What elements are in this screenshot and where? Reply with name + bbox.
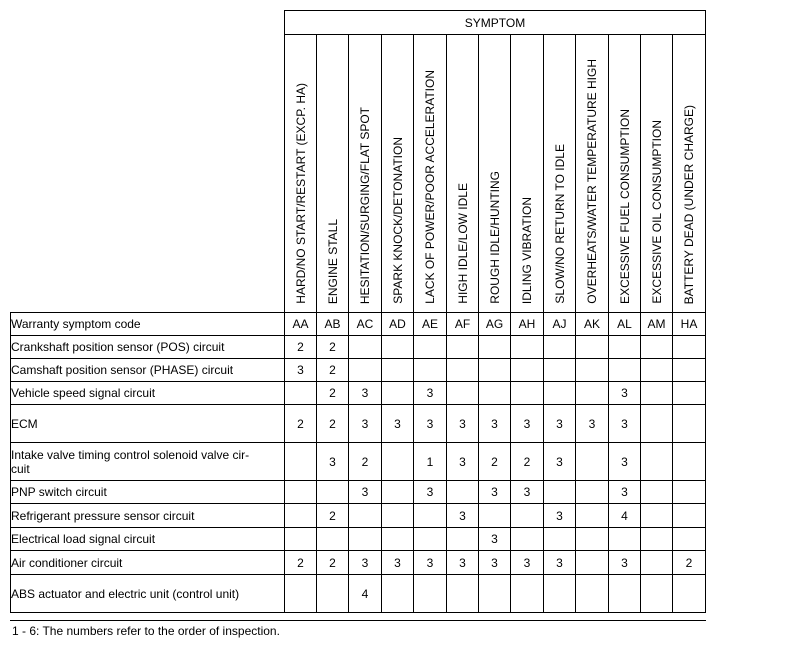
inspection-order-cell [673,575,706,613]
inspection-order-cell [544,359,576,382]
inspection-order-cell [382,443,414,481]
symptom-name: BATTERY DEAD (UNDER CHARGE) [682,104,696,304]
row-label: PNP switch circuit [11,481,285,504]
symptom-header-af [447,35,479,313]
symptom-name: HESITATION/SURGING/FLAT SPOT [358,106,372,304]
row-label: Camshaft position sensor (PHASE) circuit [11,359,285,382]
table-row [11,443,706,481]
warranty-code-ag: AG [479,313,511,336]
inspection-order-cell: 3 [479,481,511,504]
inspection-order-cell [641,382,673,405]
inspection-order-cell [673,443,706,481]
inspection-order-cell [382,575,414,613]
inspection-order-cell: 3 [544,443,576,481]
inspection-order-cell [544,575,576,613]
inspection-order-cell [382,382,414,405]
inspection-order-cell [544,382,576,405]
row-label: Crankshaft position sensor (POS) circuit [11,336,285,359]
inspection-order-cell [511,382,544,405]
inspection-order-cell [641,405,673,443]
inspection-order-cell: 3 [511,481,544,504]
inspection-order-cell: 3 [479,405,511,443]
inspection-order-cell [576,575,609,613]
symptom-header-aa [285,35,317,313]
inspection-order-cell: 2 [285,405,317,443]
inspection-order-cell: 3 [609,405,641,443]
inspection-order-cell [511,528,544,551]
footnote-divider [10,620,706,621]
inspection-order-cell [641,336,673,359]
inspection-order-cell [414,528,447,551]
inspection-order-cell [349,336,382,359]
symptom-name: EXCESSIVE FUEL CONSUMPTION [617,109,632,304]
symptom-name: ENGINE STALL [325,218,340,304]
inspection-order-cell: 3 [447,504,479,528]
symptom-name: HARD/NO START/RESTART (EXCP. HA) [293,83,308,304]
inspection-order-cell [447,336,479,359]
symptom-name: SLOW/NO RETURN TO IDLE [552,144,567,304]
inspection-order-cell: 3 [349,481,382,504]
inspection-order-cell [382,504,414,528]
inspection-order-cell [414,575,447,613]
inspection-order-cell [511,359,544,382]
inspection-order-cell [609,575,641,613]
inspection-order-cell [609,359,641,382]
inspection-order-cell: 3 [414,405,447,443]
inspection-order-cell [479,575,511,613]
warranty-code-ad: AD [382,313,414,336]
inspection-order-cell [349,504,382,528]
symptom-header-ac [349,35,382,313]
inspection-order-cell [285,504,317,528]
inspection-order-cell [511,575,544,613]
inspection-order-cell [544,336,576,359]
inspection-order-cell: 3 [349,382,382,405]
inspection-order-cell: 4 [609,504,641,528]
inspection-order-cell [414,359,447,382]
warranty-code-ha: HA [673,313,706,336]
inspection-order-cell [447,382,479,405]
inspection-order-cell [576,382,609,405]
warranty-code-am: AM [641,313,673,336]
table-row [11,382,706,405]
table-row [11,405,706,443]
warranty-code-label: Warranty symptom code [11,313,285,336]
inspection-order-cell [576,504,609,528]
inspection-order-cell: 2 [285,551,317,575]
symptom-header-ah [511,35,544,313]
inspection-order-cell [479,504,511,528]
inspection-order-cell: 3 [544,405,576,443]
inspection-order-cell [576,359,609,382]
inspection-order-cell [673,481,706,504]
inspection-order-cell [673,405,706,443]
row-label: Air conditioner circuit [11,551,285,575]
inspection-order-cell: 2 [317,336,349,359]
table-row [11,359,706,382]
inspection-order-cell: 2 [511,443,544,481]
inspection-order-cell [511,336,544,359]
inspection-order-cell [414,336,447,359]
warranty-code-aj: AJ [544,313,576,336]
warranty-code-al: AL [609,313,641,336]
inspection-order-cell [544,528,576,551]
table-row [11,481,706,504]
warranty-code-ab: AB [317,313,349,336]
inspection-order-cell [673,359,706,382]
inspection-order-cell [382,359,414,382]
inspection-order-cell: 2 [317,405,349,443]
inspection-order-cell: 2 [479,443,511,481]
inspection-order-cell [673,504,706,528]
inspection-order-cell [317,528,349,551]
inspection-order-cell: 3 [447,443,479,481]
row-label: ABS actuator and electric unit (control unit) [11,575,285,613]
symptom-header-ak [576,35,609,313]
row-label: Refrigerant pressure sensor circuit [11,504,285,528]
inspection-order-cell [447,575,479,613]
inspection-order-cell [349,528,382,551]
inspection-order-cell [641,575,673,613]
symptom-header-am [641,35,673,313]
inspection-order-cell [511,504,544,528]
symptom-header: SYMPTOM [285,11,706,35]
inspection-order-cell [285,575,317,613]
inspection-order-cell: 3 [317,443,349,481]
inspection-order-cell [576,443,609,481]
symptom-name: IDLING VIBRATION [520,196,534,304]
symptom-name: EXCESSIVE OIL CONSUMPTION [649,120,664,304]
warranty-code-ac: AC [349,313,382,336]
inspection-order-cell: 4 [349,575,382,613]
inspection-order-cell: 3 [511,551,544,575]
inspection-order-cell: 3 [609,551,641,575]
inspection-order-cell [349,359,382,382]
inspection-order-cell [382,528,414,551]
inspection-order-cell: 2 [349,443,382,481]
symptom-table [10,10,706,613]
inspection-order-cell: 3 [479,551,511,575]
warranty-code-row [11,313,706,336]
inspection-order-cell: 3 [447,551,479,575]
symptom-header-ae [414,35,447,313]
inspection-order-cell: 1 [414,443,447,481]
symptom-header-ha [673,35,706,313]
inspection-order-cell [673,336,706,359]
table-row [11,528,706,551]
inspection-order-cell [285,481,317,504]
inspection-order-cell: 2 [673,551,706,575]
inspection-order-cell: 3 [447,405,479,443]
inspection-order-cell: 2 [317,359,349,382]
table-row [11,575,706,613]
inspection-order-cell [641,504,673,528]
warranty-code-ak: AK [576,313,609,336]
inspection-order-cell [479,382,511,405]
symptom-header-aj [544,35,576,313]
footnote: 1 - 6: The numbers refer to the order of inspection. [12,624,280,638]
inspection-order-cell [382,336,414,359]
inspection-order-cell: 3 [479,528,511,551]
inspection-order-cell [576,336,609,359]
row-label: Electrical load signal circuit [11,528,285,551]
warranty-code-ae: AE [414,313,447,336]
symptom-name: OVERHEATS/WATER TEMPERATURE HIGH [585,59,599,304]
symptom-header-ag [479,35,511,313]
inspection-order-cell [641,551,673,575]
inspection-order-cell [479,336,511,359]
inspection-order-cell: 2 [285,336,317,359]
inspection-order-cell [447,528,479,551]
inspection-order-cell [673,528,706,551]
symptom-header-ad [382,35,414,313]
inspection-order-cell [382,481,414,504]
inspection-order-cell: 3 [609,443,641,481]
warranty-code-ah: AH [511,313,544,336]
inspection-order-cell [576,528,609,551]
inspection-order-cell [285,382,317,405]
inspection-order-cell [576,551,609,575]
inspection-order-cell [641,359,673,382]
inspection-order-cell: 3 [414,551,447,575]
inspection-order-cell: 3 [382,405,414,443]
inspection-order-cell [317,481,349,504]
inspection-order-cell [447,359,479,382]
inspection-order-cell: 3 [285,359,317,382]
inspection-order-cell: 3 [576,405,609,443]
inspection-order-cell: 3 [414,382,447,405]
inspection-order-cell: 3 [414,481,447,504]
table-row [11,336,706,359]
row-label: ECM [11,405,285,443]
symptom-header-ab [317,35,349,313]
inspection-order-cell [447,481,479,504]
symptom-name: ROUGH IDLE/HUNTING [487,171,502,304]
inspection-order-cell [641,481,673,504]
symptom-name: LACK OF POWER/POOR ACCELERATION [423,70,437,304]
row-label: Intake valve timing control solenoid valve cir- cuit [11,443,285,481]
inspection-order-cell [285,443,317,481]
inspection-order-cell [576,481,609,504]
inspection-order-cell [609,336,641,359]
inspection-order-cell: 2 [317,551,349,575]
header-blank-cell [11,11,285,313]
inspection-order-cell [317,575,349,613]
inspection-order-cell [609,528,641,551]
inspection-order-cell: 2 [317,382,349,405]
inspection-order-cell [641,528,673,551]
inspection-order-cell: 3 [609,382,641,405]
symptom-name: SPARK KNOCK/DETONATION [390,137,405,304]
inspection-order-cell: 2 [317,504,349,528]
inspection-order-cell: 3 [609,481,641,504]
symptom-name: HIGH IDLE/LOW IDLE [455,183,470,304]
inspection-order-cell: 3 [349,405,382,443]
inspection-order-cell [641,443,673,481]
inspection-order-cell [673,382,706,405]
inspection-order-cell [414,504,447,528]
inspection-order-cell: 3 [544,504,576,528]
inspection-order-cell [285,528,317,551]
row-label: Vehicle speed signal circuit [11,382,285,405]
table-row [11,551,706,575]
inspection-order-cell: 3 [349,551,382,575]
table-row [11,504,706,528]
warranty-code-aa: AA [285,313,317,336]
inspection-order-cell [479,359,511,382]
warranty-code-af: AF [447,313,479,336]
inspection-order-cell: 3 [511,405,544,443]
symptom-header-al [609,35,641,313]
inspection-order-cell: 3 [382,551,414,575]
inspection-order-cell: 3 [544,551,576,575]
inspection-order-cell [544,481,576,504]
